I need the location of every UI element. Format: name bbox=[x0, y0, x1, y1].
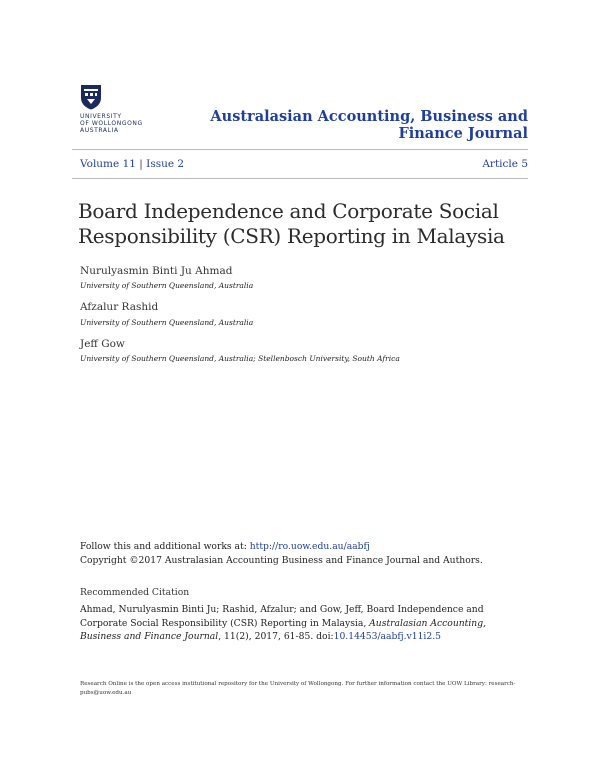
citation-main: Ahmad, Nurulyasmin Binti Ju; Rashid, Afzalur; and Gow, Jeff, Board Independence and Corporate Social Responsibility (CSR) Reporting in Malaysia, bbox=[80, 604, 484, 629]
journal-title[interactable]: Australasian Accounting, Business and Finance Journal bbox=[210, 108, 528, 142]
citation-text bbox=[80, 603, 530, 644]
author-name[interactable]: Afzalur Rashid bbox=[80, 301, 159, 313]
logo-text-line-1: UNIVERSITY bbox=[80, 113, 122, 120]
logo-text-line-3: AUSTRALIA bbox=[80, 127, 119, 134]
university-logo bbox=[80, 84, 150, 136]
author-name[interactable]: Nurulyasmin Binti Ju Ahmad bbox=[80, 265, 233, 277]
header-divider-bottom bbox=[72, 178, 528, 179]
logo-text-line-2: OF WOLLONGONG bbox=[80, 120, 143, 127]
copyright-notice: Copyright ©2017 Australasian Accounting Business and Finance Journal and Authors. bbox=[80, 555, 483, 566]
university-crest-icon bbox=[80, 84, 102, 110]
author-affiliation: University of Southern Queensland, Australia; Stellenbosch University, South Africa bbox=[80, 354, 400, 363]
author-affiliation: University of Southern Queensland, Australia bbox=[80, 318, 254, 327]
volume-link[interactable]: Volume 11 bbox=[80, 158, 136, 170]
citation-details: , 11(2), 2017, 61-85. doi: bbox=[218, 631, 334, 642]
repository-note: Research Online is the open access institutional repository for the University of Wollongong. For further information contact the UOW Library: research-pubs@uow.edu.au bbox=[80, 681, 516, 696]
doi-link[interactable]: 10.14453/aabfj.v11i2.5 bbox=[333, 631, 441, 642]
follow-text: Follow this and additional works at: bbox=[80, 541, 250, 552]
volume-issue-separator: | bbox=[139, 158, 143, 170]
recommended-citation-heading: Recommended Citation bbox=[80, 587, 190, 598]
repository-link[interactable]: http://ro.uow.edu.au/aabfj bbox=[249, 541, 370, 552]
volume-issue-line bbox=[80, 158, 184, 170]
article-number: Article 5 bbox=[482, 158, 528, 170]
author-name[interactable]: Jeff Gow bbox=[80, 338, 125, 350]
author-affiliation: University of Southern Queensland, Australia bbox=[80, 281, 254, 290]
header-divider-top bbox=[72, 149, 528, 150]
citation-journal: Australasian Accounting, Business and Finance Journal bbox=[80, 617, 487, 642]
issue-link[interactable]: Issue 2 bbox=[146, 158, 185, 170]
follow-line bbox=[80, 541, 370, 552]
paper-title: Board Independence and Corporate Social Responsibility (CSR) Reporting in Malaysia bbox=[78, 199, 505, 248]
